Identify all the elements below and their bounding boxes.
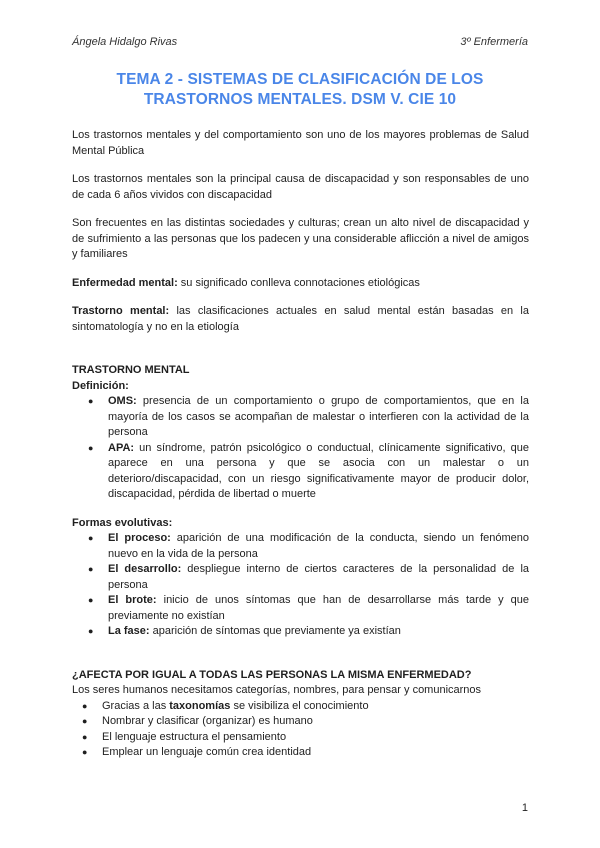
- definition-trastorno: [72, 304, 529, 335]
- definition-label: Enfermedad mental:: [72, 276, 178, 289]
- page-number: 1: [521, 802, 528, 814]
- page-header: [72, 36, 528, 48]
- list-item: [102, 699, 529, 715]
- document-title: [72, 70, 528, 110]
- item-text: presencia de un comportamiento o grupo de comportamientos, que en la mayoría de los casos se acompañan de malestar o interfieren con la actividad de la persona: [108, 395, 529, 438]
- item-label: El desarrollo:: [108, 563, 182, 575]
- definition-text: las clasificaciones actuales en salud mental están basadas en la sintomatología y no en la etiología: [72, 305, 529, 333]
- list-item: ● Nombrar y clasificar (organizar) es humano: [102, 714, 529, 730]
- paragraph: Los trastornos mentales y del comportamiento son uno de los mayores problemas de Salud Mental Pública: [72, 129, 529, 157]
- document-body: [72, 128, 529, 761]
- paragraph: Los trastornos mentales son la principal causa de discapacidad y son responsables de uno de cada 6 años vividos con discapacidad: [72, 173, 529, 201]
- section-heading: TRASTORNO MENTAL: [72, 364, 190, 376]
- forms-list: [72, 531, 529, 640]
- item-text: Gracias a las: [102, 699, 170, 712]
- paragraph: Los seres humanos necesitamos categorías, nombres, para pensar y comunicarnos: [72, 684, 482, 696]
- list-item: [108, 441, 529, 503]
- item-text: se visibiliza el conocimiento: [230, 699, 369, 712]
- item-bold: taxonomías: [169, 699, 231, 712]
- definition-label: Trastorno mental:: [72, 305, 170, 317]
- section-heading: ¿AFECTA POR IGUAL A TODAS LAS PERSONAS LA MISMA ENFERMEDAD?: [72, 668, 472, 681]
- item-label: OMS:: [108, 395, 137, 407]
- course-label: 3º Enfermería: [460, 36, 528, 48]
- bullet-list: [72, 699, 529, 761]
- title-line-2: TRASTORNOS MENTALES. DSM V. CIE 10: [143, 91, 457, 108]
- item-label: El proceso:: [108, 532, 171, 544]
- list-item: [108, 624, 529, 640]
- list-item: [108, 394, 529, 441]
- list-item: [108, 593, 529, 624]
- definition-text: su significado conlleva connotaciones etiológicas: [177, 276, 420, 289]
- definition-enfermedad: [72, 276, 529, 292]
- list-item: [108, 562, 529, 593]
- author-name: Ángela Hidalgo Rivas: [72, 36, 178, 48]
- item-text: aparición de síntomas que previamente ya existían: [149, 625, 401, 637]
- item-text: aparición de una modificación de la conducta, siendo un fenómeno nuevo en la vida de la persona: [108, 532, 529, 560]
- definition-list: [72, 394, 529, 503]
- item-text: inicio de unos síntomas que han de desarrollarse más tarde y que previamente no existían: [108, 594, 529, 622]
- item-label: APA:: [108, 441, 135, 454]
- list-item: ● Emplear un lenguaje común crea identidad: [102, 745, 529, 761]
- title-line-1: TEMA 2 - SISTEMAS DE CLASIFICACIÓN DE LOS: [116, 71, 484, 88]
- item-text: despliegue interno de ciertos caracteres de la personalidad de la persona: [108, 563, 530, 591]
- item-label: La fase:: [108, 625, 150, 637]
- item-label: El brote:: [108, 594, 157, 606]
- item-text: un síndrome, patrón psicológico o conductual, clínicamente significativo, que aparece en una persona y que se asocia con un malestar o un deterioro/discapacidad, con un riesgo significativamente mayor de producir dolor, discapacidad, pérdida de libertad o muerte: [108, 441, 529, 500]
- list-item: [108, 531, 529, 562]
- paragraph: Son frecuentes en las distintas sociedades y culturas; crean un alto nivel de discapacidad y de sufrimiento a las personas que los padecen y una considerable aflicción a nivel de amigos y familiares: [72, 217, 529, 260]
- list-item: ● El lenguaje estructura el pensamiento: [102, 730, 529, 746]
- section-subheading: Definición:: [72, 379, 129, 392]
- section-subheading: Formas evolutivas:: [72, 516, 173, 529]
